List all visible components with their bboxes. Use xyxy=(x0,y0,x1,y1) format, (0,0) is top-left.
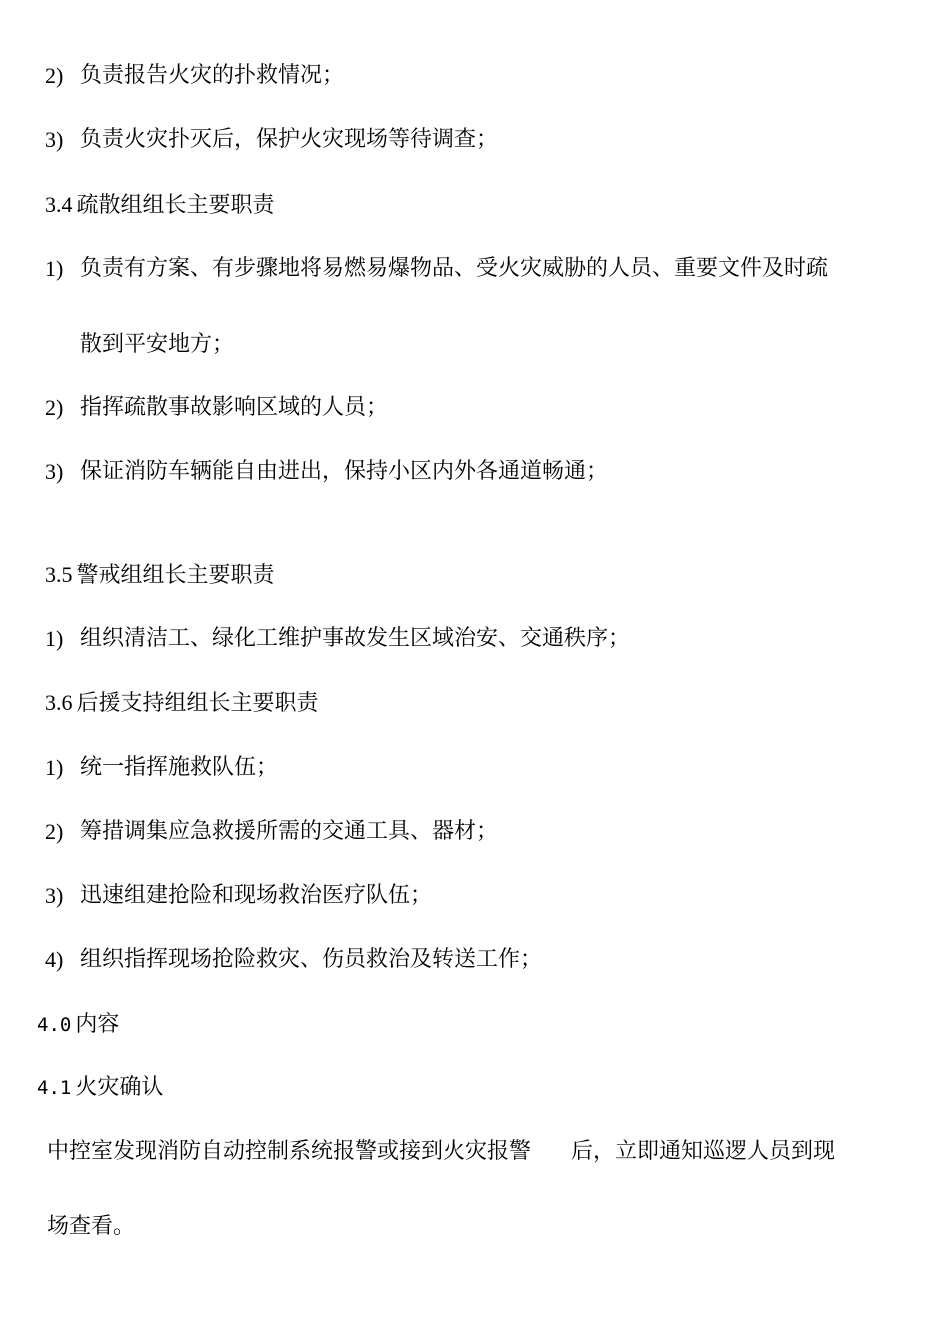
list-number: 1) xyxy=(45,256,64,281)
section-heading-3-5 xyxy=(45,560,275,591)
paragraph-continuation: 场查看。 xyxy=(47,1214,136,1239)
body-paragraph xyxy=(47,1137,835,1167)
list-item: 统一指挥施救队伍； xyxy=(80,755,279,780)
paragraph-text: 后，立即通知巡逻人员到现 xyxy=(571,1139,836,1164)
paragraph-text: 中控室发现消防自动控制系统报警或接到火灾报警 xyxy=(47,1139,532,1164)
list-number: 2) xyxy=(45,63,64,88)
section-number: 3.6 xyxy=(45,690,73,715)
list-item-continuation: 散到平安地方； xyxy=(80,332,235,357)
list-item: 组织指挥现场抢险救灾、伤员救治及转送工作； xyxy=(80,947,543,972)
list-number: 2) xyxy=(45,395,64,420)
list-number: 3) xyxy=(45,127,64,152)
section-title: 警戒组组长主要职责 xyxy=(76,563,275,588)
section-title: 火灾确认 xyxy=(75,1075,164,1100)
section-heading-4-0 xyxy=(37,1010,119,1040)
section-title: 内容 xyxy=(75,1012,120,1037)
section-heading-3-4 xyxy=(45,190,275,221)
list-number: 2) xyxy=(45,819,64,844)
list-item: 负责有方案、有步骤地将易燃易爆物品、受火灾威胁的人员、重要文件及时疏 xyxy=(80,256,829,281)
section-number: 4.1 xyxy=(37,1077,72,1099)
list-number: 1) xyxy=(45,755,64,780)
list-item: 保证消防车辆能自由进出，保持小区内外各通道畅通； xyxy=(80,459,609,484)
list-item: 组织清洁工、绿化工维护事故发生区域治安、交通秩序； xyxy=(80,626,631,651)
list-number: 3) xyxy=(45,459,64,484)
list-item: 负责报告火灾的扑救情况； xyxy=(80,63,345,88)
section-heading-3-6 xyxy=(45,688,319,719)
section-title: 后援支持组组长主要职责 xyxy=(76,691,319,716)
section-number: 3.5 xyxy=(45,562,73,587)
list-number: 3) xyxy=(45,883,64,908)
list-number: 4) xyxy=(45,947,64,972)
list-item: 迅速组建抢险和现场救治医疗队伍； xyxy=(80,883,433,908)
section-title: 疏散组组长主要职责 xyxy=(76,193,275,218)
list-item: 指挥疏散事故影响区域的人员； xyxy=(80,395,389,420)
list-item: 筹措调集应急救援所需的交通工具、器材； xyxy=(80,819,499,844)
section-number: 4.0 xyxy=(37,1014,72,1036)
list-number: 1) xyxy=(45,626,64,651)
section-number: 3.4 xyxy=(45,192,73,217)
list-item: 负责火灾扑灭后，保护火灾现场等待调查； xyxy=(80,127,499,152)
section-heading-4-1 xyxy=(37,1073,163,1103)
